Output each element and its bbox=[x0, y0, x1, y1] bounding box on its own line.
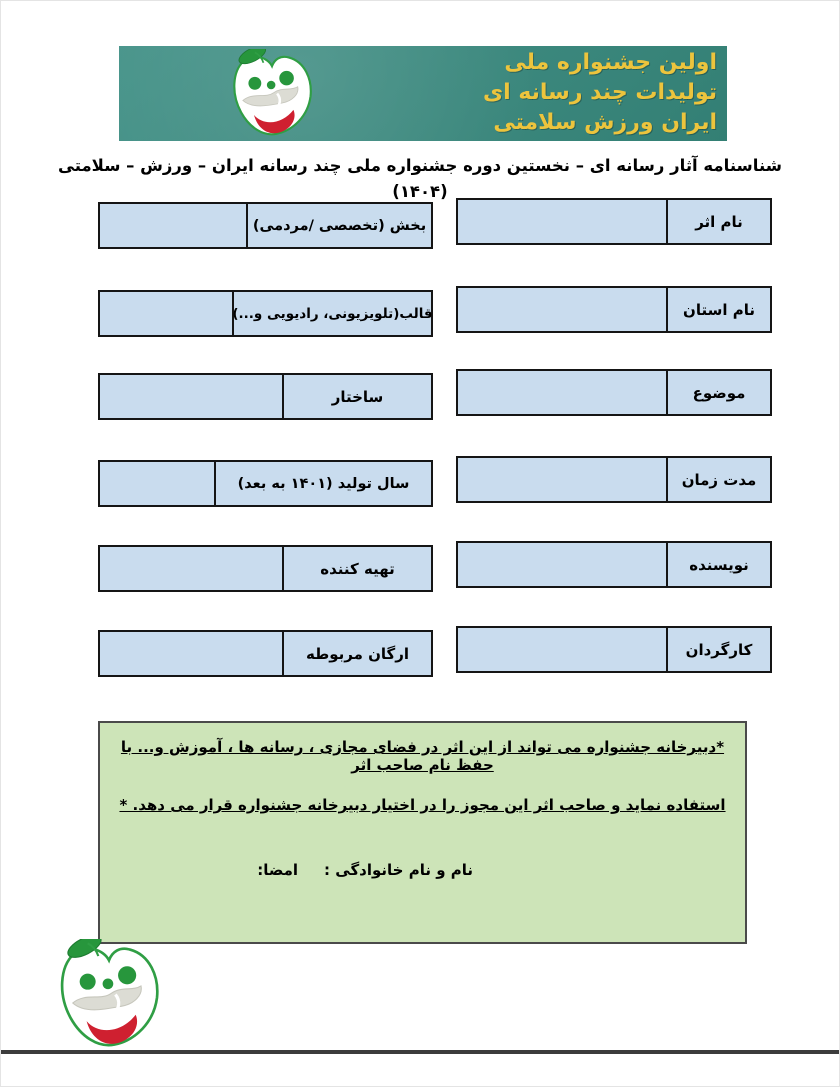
banner-line-2: تولیدات چند رسانه ای bbox=[482, 80, 717, 105]
producer-input[interactable] bbox=[100, 547, 282, 590]
production-year-input[interactable] bbox=[100, 462, 214, 505]
field-row-related-organization bbox=[98, 630, 433, 677]
field-row-province-name bbox=[456, 286, 772, 333]
director-label: کارگردان bbox=[666, 628, 770, 671]
signature-row bbox=[257, 861, 473, 879]
related-organization-label: ارگان مربوطه bbox=[282, 632, 431, 675]
page-title: شناسنامه آثار رسانه ای – نخستین دوره جشنواره ملی چند رسانه ایران – ورزش – سلامتی (۱۴۰۴) bbox=[58, 156, 782, 201]
field-row-structure bbox=[98, 373, 433, 420]
banner-line-1: اولین جشنواره ملی bbox=[504, 50, 717, 75]
apple-face-logo-icon bbox=[197, 49, 347, 139]
director-input[interactable] bbox=[458, 628, 666, 671]
subject-label: موضوع bbox=[666, 371, 770, 414]
signature-label: امضا: bbox=[257, 861, 299, 879]
full-name-label: نام و نام خانوادگی : bbox=[324, 861, 473, 879]
producer-label: تهیه کننده bbox=[282, 547, 431, 590]
banner-title-block bbox=[483, 48, 717, 138]
related-organization-input[interactable] bbox=[100, 632, 282, 675]
province-name-label: نام استان bbox=[666, 288, 770, 331]
apple-face-logo-icon bbox=[53, 939, 165, 1051]
name-of-work-input[interactable] bbox=[458, 200, 666, 243]
field-row-production-year bbox=[98, 460, 433, 507]
note-line-2: استفاده نماید و صاحب اثر این مجوز را در اختیار دبیرخانه جشنواره قرار می دهد. * bbox=[119, 796, 726, 814]
format-input[interactable] bbox=[100, 292, 232, 335]
production-year-label: سال تولید (۱۴۰۱ به بعد) bbox=[214, 462, 431, 505]
note-line-1: *دبیرخانه جشنواره می تواند از این اثر در فضای مجازی ، رسانه ها ، آموزش و... با حفظ نام صاحب اثر bbox=[120, 738, 725, 774]
writer-label: نویسنده bbox=[666, 543, 770, 586]
field-row-duration bbox=[456, 456, 772, 503]
writer-input[interactable] bbox=[458, 543, 666, 586]
section-input[interactable] bbox=[100, 204, 246, 247]
section-label: بخش (تخصصی /مردمی) bbox=[246, 204, 431, 247]
structure-input[interactable] bbox=[100, 375, 282, 418]
subject-input[interactable] bbox=[458, 371, 666, 414]
field-row-writer bbox=[456, 541, 772, 588]
festival-banner bbox=[119, 46, 727, 141]
format-label: قالب(تلویزیونی، رادیویی و...) bbox=[232, 292, 431, 335]
duration-label: مدت زمان bbox=[666, 458, 770, 501]
banner-line-3: ایران ورزش سلامتی bbox=[493, 110, 717, 135]
structure-label: ساختار bbox=[282, 375, 431, 418]
field-row-name-of-work bbox=[456, 198, 772, 245]
name-of-work-label: نام اثر bbox=[666, 200, 770, 243]
duration-input[interactable] bbox=[458, 458, 666, 501]
field-row-director bbox=[456, 626, 772, 673]
field-row-subject bbox=[456, 369, 772, 416]
permission-note-box bbox=[98, 721, 747, 944]
province-name-input[interactable] bbox=[458, 288, 666, 331]
bottom-divider bbox=[1, 1050, 840, 1054]
field-row-section bbox=[98, 202, 433, 249]
field-row-format bbox=[98, 290, 433, 337]
field-row-producer bbox=[98, 545, 433, 592]
